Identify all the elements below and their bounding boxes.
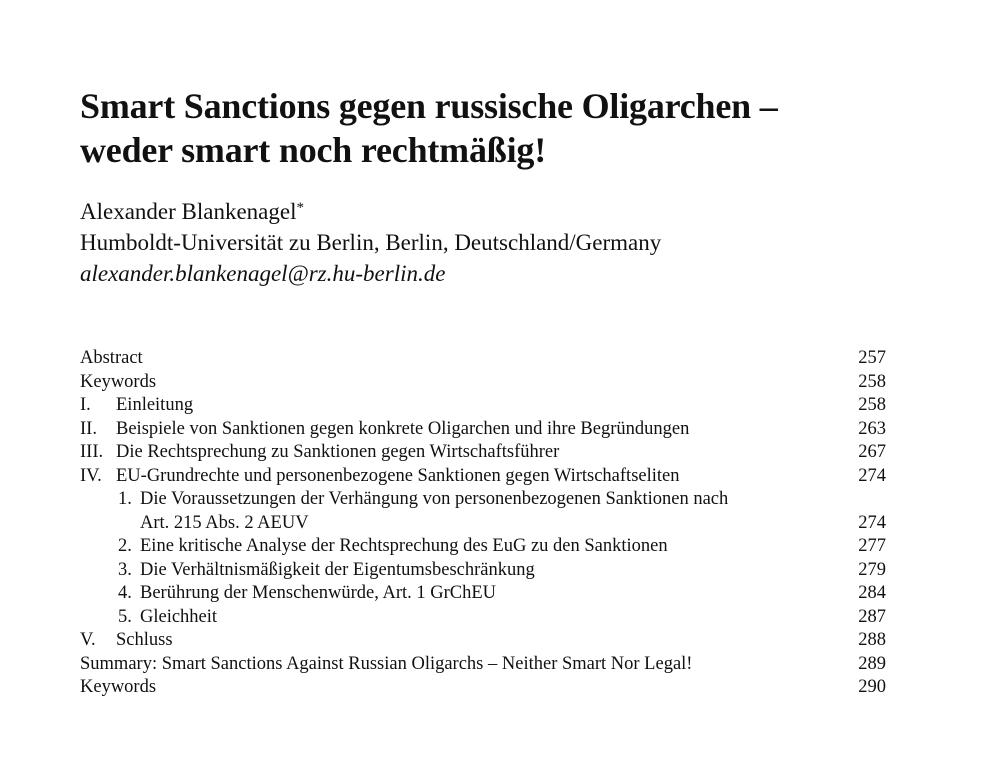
toc-label: EU-Grundrechte und personenbezogene Sanktionen gegen Wirtschaftseliten xyxy=(116,465,680,486)
toc-number: 1. xyxy=(118,489,132,509)
toc-label: Die Voraussetzungen der Verhängung von personenbezogenen Sanktionen nach xyxy=(140,489,729,509)
article-title xyxy=(80,84,940,172)
table-of-contents xyxy=(80,347,886,700)
toc-label: Einleitung xyxy=(116,395,194,415)
toc-entry-subsection-4-2[interactable] xyxy=(80,535,886,559)
toc-number: III. xyxy=(80,442,104,462)
toc-entry-keywords-english[interactable] xyxy=(80,676,886,700)
toc-number: V. xyxy=(80,630,96,650)
author-email: alexander.blankenagel@rz.hu-berlin.de xyxy=(80,261,446,286)
toc-entry-subsection-4-5[interactable] xyxy=(80,606,886,630)
toc-page: 277 xyxy=(858,536,886,556)
toc-entry-subsection-4-1[interactable] xyxy=(80,488,886,512)
toc-page: 289 xyxy=(858,653,886,674)
toc-label: Abstract xyxy=(80,348,143,368)
author-footnote-mark: * xyxy=(296,200,304,216)
toc-label: Summary: Smart Sanctions Against Russian Oligarchs – Neither Smart Nor Legal! xyxy=(80,653,693,674)
toc-page: 274 xyxy=(858,512,886,533)
toc-number: 2. xyxy=(118,536,132,556)
toc-page: 290 xyxy=(858,677,886,697)
title-line-2: weder smart noch rechtmäßig! xyxy=(80,130,546,170)
title-line-1: Smart Sanctions gegen russische Oligarchen – xyxy=(80,86,778,126)
toc-page: 267 xyxy=(858,442,886,462)
toc-number: I. xyxy=(80,395,91,415)
author-name: Alexander Blankenagel xyxy=(80,199,297,224)
toc-number: IV. xyxy=(80,465,102,486)
author-block xyxy=(80,196,940,289)
toc-number: II. xyxy=(80,418,97,439)
toc-entry-subsection-4-1-continued[interactable] xyxy=(80,512,886,536)
toc-page: 257 xyxy=(858,348,886,368)
toc-label: Schluss xyxy=(116,630,173,650)
toc-number: 4. xyxy=(118,583,132,603)
toc-label: Keywords xyxy=(80,677,157,697)
toc-entry-keywords[interactable] xyxy=(80,371,886,395)
toc-entry-subsection-4-3[interactable] xyxy=(80,559,886,583)
toc-entry-section-4[interactable] xyxy=(80,465,886,489)
author-affiliation: Humboldt-Universität zu Berlin, Berlin, Deutschland/Germany xyxy=(80,230,662,255)
toc-entry-abstract[interactable] xyxy=(80,347,886,371)
toc-entry-summary[interactable] xyxy=(80,653,886,677)
toc-label: Die Verhältnismäßigkeit der Eigentumsbeschränkung xyxy=(140,559,535,580)
author-line xyxy=(80,196,940,227)
toc-page: 279 xyxy=(858,559,886,580)
toc-page: 258 xyxy=(858,371,886,392)
toc-label: Keywords xyxy=(80,371,157,392)
toc-label: Eine kritische Analyse der Rechtsprechung des EuG zu den Sanktionen xyxy=(140,536,668,556)
toc-page: 258 xyxy=(858,395,886,415)
toc-label: Beispiele von Sanktionen gegen konkrete Oligarchen und ihre Begründungen xyxy=(116,418,690,439)
toc-number: 5. xyxy=(118,606,132,627)
toc-label: Gleichheit xyxy=(140,606,218,627)
toc-label: Art. 215 Abs. 2 AEUV xyxy=(140,512,309,533)
toc-number: 3. xyxy=(118,559,132,580)
toc-page: 274 xyxy=(858,465,886,486)
toc-page: 284 xyxy=(858,583,886,603)
toc-entry-section-2[interactable] xyxy=(80,418,886,442)
toc-page: 287 xyxy=(858,606,886,627)
toc-entry-section-5[interactable] xyxy=(80,629,886,653)
toc-page: 288 xyxy=(858,630,886,650)
toc-label: Berührung der Menschenwürde, Art. 1 GrChEU xyxy=(140,583,497,603)
toc-entry-subsection-4-4[interactable] xyxy=(80,582,886,606)
toc-entry-section-1[interactable] xyxy=(80,394,886,418)
toc-entry-section-3[interactable] xyxy=(80,441,886,465)
toc-label: Die Rechtsprechung zu Sanktionen gegen Wirtschaftsführer xyxy=(116,442,560,462)
toc-page: 263 xyxy=(858,418,886,439)
